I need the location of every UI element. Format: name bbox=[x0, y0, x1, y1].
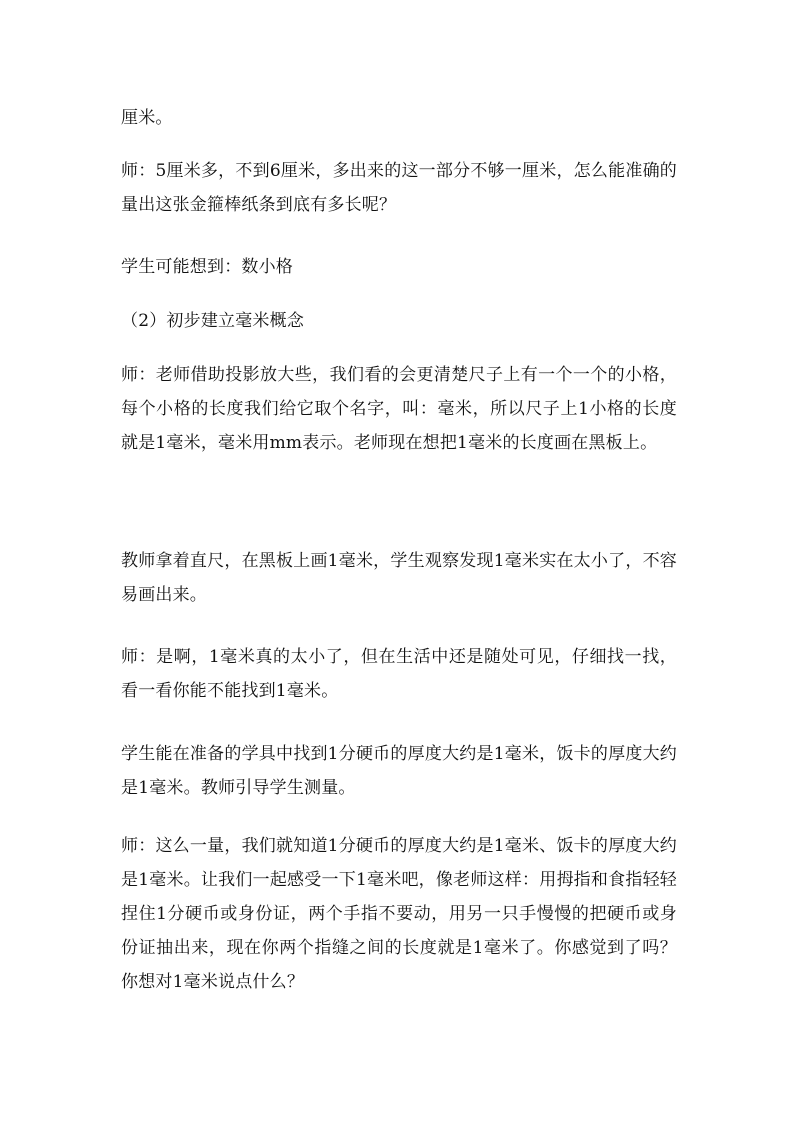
paragraph-feel-millimeter: 师：这么一量，我们就知道1分硬币的厚度大约是1毫米、饭卡的厚度大约是1毫米。让我们一起感受一下1毫米吧，像老师这样：用拇指和食指轻轻捏住1分硬币或身份证，两个手指不要动，用另一只手慢慢的把硬币或身份证抽出来，现在你两个指缝之间的长度就是1毫米了。你感觉到了吗？你想对1毫米说点什么？ bbox=[121, 836, 677, 992]
paragraph-teacher-question: 师：5厘米多，不到6厘米，多出来的这一部分不够一厘米，怎么能准确的量出这张金箍棒纸条到底有多长呢？ bbox=[121, 161, 677, 215]
paragraph-find-millimeter: 师：是啊，1毫米真的太小了，但在生活中还是随处可见，仔细找一找，看一看你能不能找到1毫米。 bbox=[121, 647, 677, 701]
paragraph-teacher-explanation: 师：老师借助投影放大些，我们看的会更清楚尺子上有一个一个的小格，每个小格的长度我们给它取个名字，叫：毫米，所以尺子上1小格的长度就是1毫米，毫米用mm表示。老师现在想把1毫米的长度画在黑板上。 bbox=[121, 365, 677, 453]
paragraph-student-measure: 学生能在准备的学具中找到1分硬币的厚度大约是1毫米，饭卡的厚度大约是1毫米。教师引导学生测量。 bbox=[121, 744, 677, 798]
paragraph-blackboard-demo: 教师拿着直尺，在黑板上画1毫米，学生观察发现1毫米实在太小了，不容易画出来。 bbox=[121, 551, 677, 605]
section-heading: （2）初步建立毫米概念 bbox=[121, 311, 305, 331]
paragraph-continuation: 厘米。 bbox=[121, 108, 173, 128]
paragraph-student-idea: 学生可能想到：数小格 bbox=[121, 257, 293, 277]
